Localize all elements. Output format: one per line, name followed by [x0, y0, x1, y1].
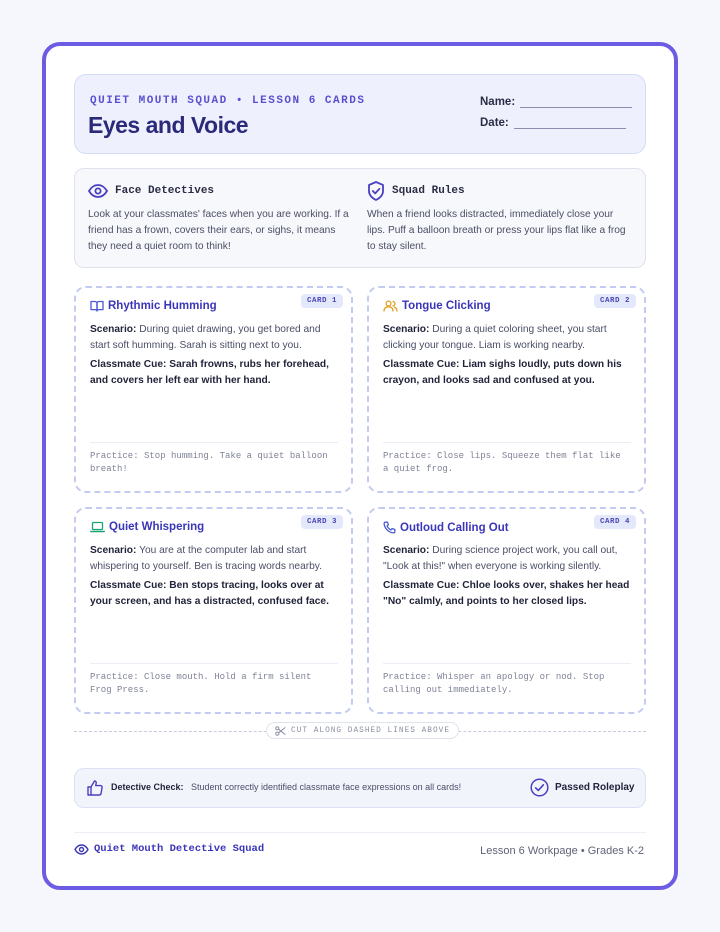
worksheet	[42, 42, 678, 890]
card-cue: Classmate Cue: Ben stops tracing, looks over at your screen, and has a distracted, confused face.	[90, 580, 329, 607]
passed-roleplay-checkbox[interactable]	[530, 778, 634, 797]
thumbs-up-icon	[86, 779, 104, 797]
face-detectives-title: Face Detectives	[115, 185, 215, 197]
card-tag: CARD 4	[594, 515, 636, 529]
squad-rules-title: Squad Rules	[392, 185, 465, 197]
card-cue: Classmate Cue: Sarah frowns, rubs her forehead, and covers her left ear with her hand.	[90, 359, 329, 386]
card-practice: Practice: Close lips. Squeeze them flat like a quiet frog.	[383, 442, 631, 476]
footer-brand-text: Quiet Mouth Detective Squad	[94, 843, 265, 855]
scenario-card-1	[74, 286, 353, 493]
lesson-kicker: QUIET MOUTH SQUAD • LESSON 6 CARDS	[90, 95, 366, 107]
date-label: Date:	[480, 117, 509, 129]
card-scenario: Scenario: During quiet drawing, you get bored and start soft humming. Sarah is sitting next to you.	[90, 324, 321, 351]
card-tag: CARD 1	[301, 294, 343, 308]
card-title: Rhythmic Humming	[108, 300, 217, 312]
card-cue: Classmate Cue: Chloe looks over, shakes her head "No" calmly, and points to her closed lips.	[383, 580, 630, 607]
scenario-card-3	[74, 507, 353, 714]
page-title: Eyes and Voice	[88, 112, 249, 138]
footer-brand	[74, 843, 264, 855]
card-scenario: Scenario: During a quiet coloring sheet, you start clicking your tongue. Liam is working nearby.	[383, 324, 607, 351]
cut-label: CUT ALONG DASHED LINES ABOVE	[266, 722, 459, 739]
check-label: Detective Check:	[111, 782, 184, 792]
face-detectives-section	[88, 181, 353, 255]
detective-check-bar	[74, 768, 646, 808]
footer-divider	[74, 832, 646, 833]
card-tag: CARD 3	[301, 515, 343, 529]
card-title: Tongue Clicking	[402, 300, 491, 312]
name-line[interactable]	[520, 96, 632, 108]
card-scenario: Scenario: You are at the computer lab and start whispering to yourself. Ben is tracing words nearby.	[90, 545, 322, 572]
squad-rules-body: When a friend looks distracted, immediately close your lips. Puff a balloon breath or press your lips flat like a frog to stay silent.	[367, 209, 626, 252]
shield-check-icon	[367, 181, 385, 201]
scenario-card-2	[367, 286, 646, 493]
passed-label: Passed Roleplay	[555, 782, 635, 793]
card-cue: Classmate Cue: Liam sighs loudly, puts down his crayon, and looks sad and confused at you.	[383, 359, 622, 386]
squad-rules-section	[367, 181, 632, 255]
card-title: Outloud Calling Out	[400, 521, 509, 534]
card-scenario: Scenario: During science project work, you call out, "Look at this!" when everyone is working silently.	[383, 545, 618, 572]
users-icon	[383, 300, 398, 312]
laptop-icon	[90, 521, 105, 533]
check-circle-icon[interactable]	[530, 778, 549, 797]
date-field[interactable]	[480, 117, 626, 129]
name-label: Name:	[480, 96, 516, 108]
header-panel	[74, 74, 646, 154]
scissors-icon	[275, 726, 286, 736]
check-description: Student correctly identified classmate face expressions on all cards!	[191, 782, 462, 792]
eye-icon	[74, 844, 89, 855]
card-practice: Practice: Whisper an apology or nod. Stop calling out immediately.	[383, 663, 631, 697]
card-title: Quiet Whispering	[109, 521, 205, 533]
face-detectives-body: Look at your classmates' faces when you are working. If a friend has a frown, covers their ears, or sighs, it means they need a quiet room to think!	[88, 209, 349, 252]
name-field[interactable]	[480, 96, 632, 108]
date-line[interactable]	[514, 117, 626, 129]
info-panel	[74, 168, 646, 268]
footer-lesson-info: Lesson 6 Workpage • Grades K-2	[480, 845, 644, 857]
card-practice: Practice: Stop humming. Take a quiet balloon breath!	[90, 442, 338, 476]
book-icon	[90, 300, 104, 312]
eye-icon	[88, 184, 108, 198]
card-practice: Practice: Close mouth. Hold a firm silent Frog Press.	[90, 663, 338, 697]
scenario-card-4	[367, 507, 646, 714]
phone-icon	[383, 521, 396, 534]
card-tag: CARD 2	[594, 294, 636, 308]
